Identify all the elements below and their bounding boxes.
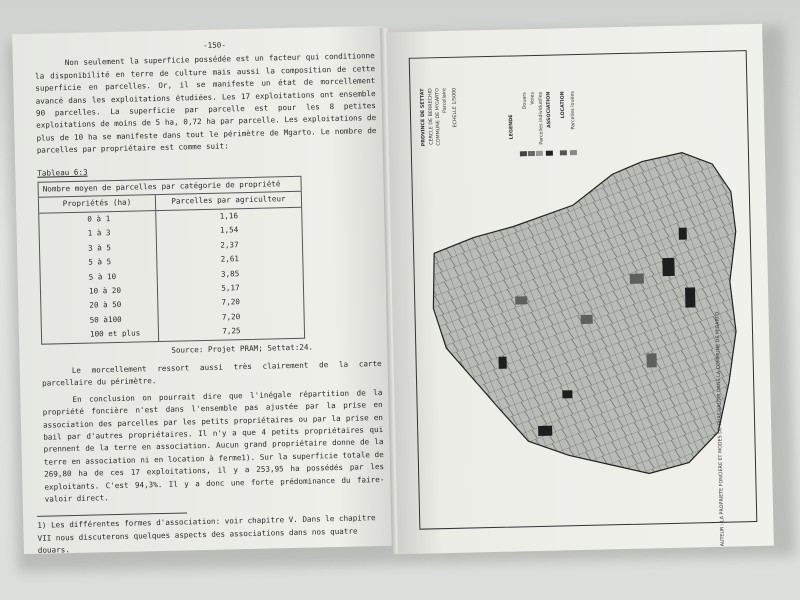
row-category: 100 et plus: [89, 328, 141, 339]
legend-item-louees: Parcelles louées: [570, 91, 577, 130]
row-value: 1,16: [155, 208, 301, 226]
conclusion-paragraph: En conclusion on pourrait dire que l'inégale répartition de la propriété foncière n'est dans l'ensemble pas ajustée par la prise en association des parcelles par les petits propriétaires ou par la prise en bail par d'autres propriétaires. Il n'y a que 4 petits propriétaires qui prennent de la terre en association. Aucun grand propriétaire donne de la terre en association ni en location à ferme1). Sur la superficie totale de 269,80 ha de ces 17 exploitations, il y a 253,95 ha possédés par les exploitants. C'est 94,3%. Il y a donc une forte prédominance du faire-valoir direct.: [42, 387, 385, 504]
row-category: 3 à 5: [87, 242, 111, 253]
row-category: 0 à 1: [87, 213, 111, 224]
parcel-map: [410, 51, 759, 531]
map-subtitle-4: Parcellaire: [442, 87, 448, 113]
header-parcels: Parcelles par agriculteur: [155, 192, 301, 210]
left-page: [12, 26, 396, 554]
footnote: 1) Les différentes formes d'association: voir chapitre V. Dans le chapitre VII nous discuterons quelques aspects des associations dans nos quatre douars.: [37, 513, 376, 556]
map-subtitle-3: COMMUNE DE M'GARTO: [435, 88, 442, 146]
legend-item-association: ASSOCIATION: [546, 91, 553, 128]
row-value: 7,20: [157, 308, 303, 326]
legend-item-voies: Voies: [530, 91, 536, 105]
row-value: 3,85: [157, 265, 303, 283]
row-value: 7,25: [158, 323, 304, 341]
row-category: 50 à100: [89, 314, 122, 325]
row-category: 5 à 10: [88, 271, 117, 282]
row-value: 2,37: [156, 236, 302, 254]
row-category: 1 à 3: [87, 228, 111, 238]
row-value: 1,54: [156, 222, 302, 240]
map-subtitle-2: CERCLE DE BERRECHID: [428, 88, 435, 145]
legend-title: LEGENDE: [509, 114, 515, 140]
table-caption: Nombre moyen de parcelles par catégorie de propriété: [39, 177, 301, 198]
row-category: 10 à 20: [88, 285, 122, 296]
row-value: 5,17: [157, 280, 303, 298]
header-properties: Propriétés (ha): [62, 198, 132, 209]
row-value: 7,20: [157, 294, 303, 312]
map-bottom-note: AUTEUR : LA PROPRIETE FONCIERE ET MODES DE FAIRE-VALOIR DANS LA COMMUNE DE M'GARTO: [715, 311, 726, 547]
intro-paragraph: Non seulement la superficie possédée est un facteur qui conditionne la disponibilité en terre de culture mais aussi la composition de cette superficie en parcelles. Or, il se manifeste un état de morcellement avancé dans les exploitations étudiées. Les 17 exploitations ont ensemble 90 parcelles. La superficie par parcelle est pour les 8 petites exploitations de moins de 5 ha, 0,72 ha par parcelle. Les exploitations de plus de 10 ha se manifeste dans tout le périmètre de Mgarto. Le nombre de parcelles par propriétaire est comme suit:: [35, 51, 377, 156]
row-value: 2,61: [156, 251, 302, 269]
page-number: -150-: [202, 40, 226, 50]
map-reference-paragraph: Le morcellement ressort aussi très clairement de la carte parcellaire du périmètre.: [41, 358, 382, 389]
legend-item-douars: Douars: [522, 92, 528, 110]
legend-item-individuelles: Parcelles individuelles: [538, 91, 545, 145]
parcel-table: [38, 176, 306, 344]
table-body: [39, 208, 304, 344]
map-title-line-1: PROVINCE DE SETTAT: [420, 88, 427, 147]
row-category: 5 à 5: [88, 257, 112, 267]
right-page: [386, 24, 774, 554]
table-title: Tableau 6:3: [37, 167, 88, 178]
map-frame: [409, 50, 758, 547]
map-scale: ECHELLE 1/5000: [452, 87, 459, 128]
row-category: 20 à 50: [89, 300, 122, 310]
legend-item-location: LOCATION: [560, 91, 567, 119]
table-source: Source: Projet PRAM; Settat:24.: [171, 342, 314, 355]
